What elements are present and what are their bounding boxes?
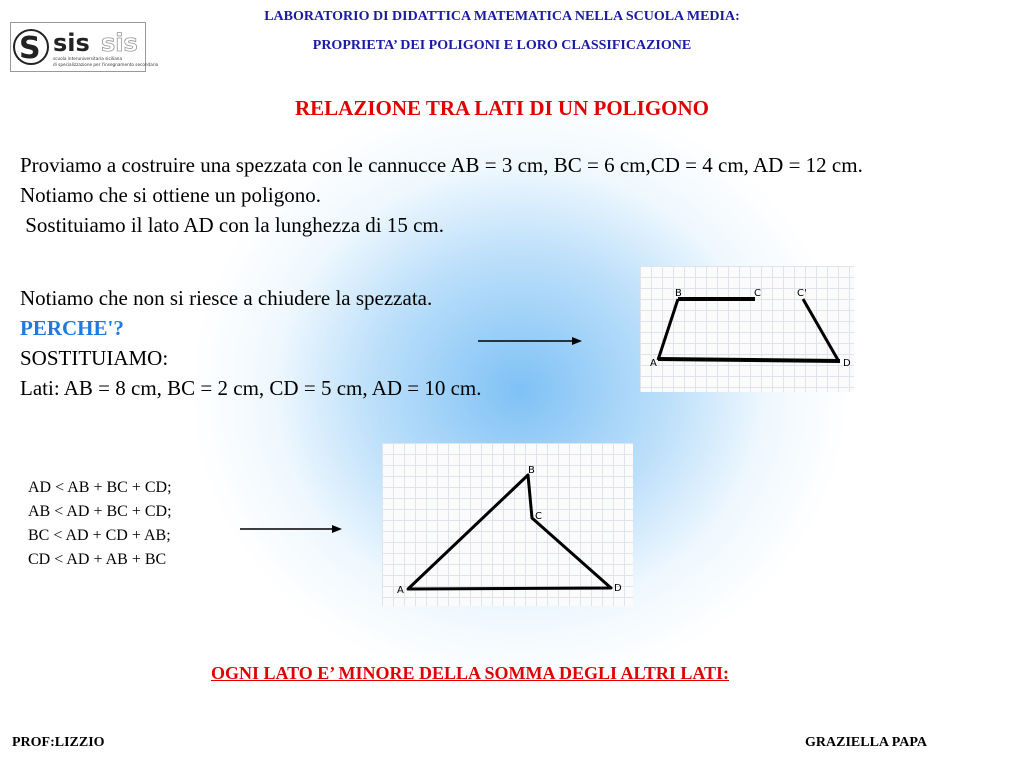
paragraph-2: Notiamo che si ottiene un poligono. [20, 183, 321, 207]
label-c-prime: C' [797, 288, 807, 299]
label-c: C [754, 288, 761, 299]
label-a: A [650, 358, 657, 369]
closed-polygon-figure [382, 443, 633, 606]
conclusion-text: OGNI LATO E’ MINORE DELLA SOMMA DEGLI ALTRI LATI: [210, 663, 730, 683]
closed-polygon-drawing [382, 443, 633, 606]
paragraph-3: Sostituiamo il lato AD con la lunghezza di 15 cm. [20, 213, 445, 237]
label-a-2: A [397, 585, 404, 596]
svg-text:S: S [19, 31, 41, 66]
inequality-ad: AD < AB + BC + CD; [28, 479, 172, 496]
sides-text: Lati: AB = 8 cm, BC = 2 cm, CD = 5 cm, AD = 10 cm. [20, 376, 482, 400]
paragraph-1: Proviamo a costruire una spezzata con le cannucce AB = 3 cm, BC = 6 cm,CD = 4 cm, AD = 12 cm. [20, 153, 863, 177]
sis-logo-graphic [11, 23, 159, 71]
intro-text [20, 150, 1000, 240]
label-d: D [843, 358, 851, 369]
why-question: PERCHE'? [20, 316, 124, 340]
label-d-2: D [614, 583, 622, 594]
header-line-2: PROPRIETA’ DEI POLIGONI E LORO CLASSIFICAZIONE [312, 38, 692, 53]
arrow-right-icon [476, 334, 586, 348]
label-b-2: B [528, 465, 535, 476]
substitute-label: SOSTITUIAMO: [20, 346, 169, 370]
slide-title: RELAZIONE TRA LATI DI UN POLIGONO [294, 96, 710, 120]
inequality-bc: BC < AD + CD + AB; [28, 527, 171, 544]
logo-text: sis [53, 29, 90, 57]
logo-subtitle-2: di specializzazione per l'insegnamento secondario [53, 62, 159, 67]
label-b: B [675, 288, 682, 299]
logo-text-outline: sis [101, 29, 138, 57]
footer-right: GRAZIELLA PAPA [805, 735, 927, 750]
label-c-2: C [535, 511, 542, 522]
inequality-ab: AB < AD + BC + CD; [28, 503, 172, 520]
inequality-cd: CD < AD + AB + BC [28, 551, 167, 568]
header-line-1: LABORATORIO DI DIDATTICA MATEMATICA NELLA SCUOLA MEDIA: [264, 9, 740, 24]
logo-subtitle-1: scuola interuniversitaria siciliana [53, 56, 123, 61]
paragraph-4: Notiamo che non si riesce a chiudere la spezzata. [20, 286, 433, 310]
open-polygon-drawing [640, 266, 854, 392]
open-polygon-figure [640, 266, 854, 392]
arrow-right-icon-2 [238, 522, 348, 536]
footer-left: PROF:LIZZIO [12, 735, 105, 750]
sis-logo [10, 22, 159, 72]
inequalities-list [28, 476, 248, 572]
